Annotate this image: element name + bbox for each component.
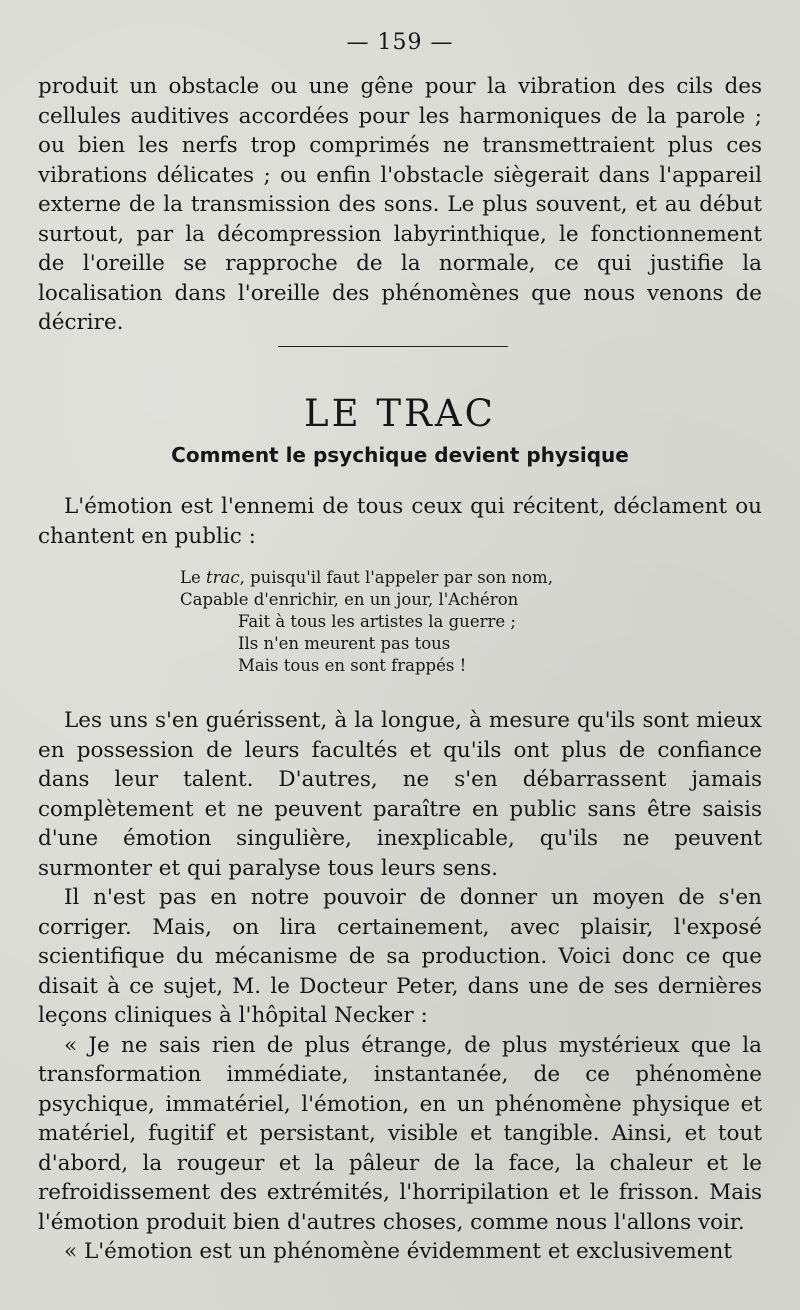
body-paragraph-1: Les uns s'en guérissent, à la longue, à mesure qu'ils sont mieux en possession de leurs facultés et qu'ils ont plus de confiance dans leur talent. D'autres, ne s'en débarrassent jamais complètement et ne peuvent paraître en public sans être saisis d'une émotion singulière, inexplicable, qu'ils ne peuvent surmonter et qui paralyse tous leurs sens. xyxy=(38,708,762,881)
body-paragraph-3: « Je ne sais rien de plus étrange, de plus mystérieux que la transformation immédiate, instantanée, de ce phénomène psychique, immatériel, l'émotion, en un phénomène physique et matériel, fugitif et persistant, visible et tangible. Ainsi, et tout d'abord, la rougeur et la pâleur de la face, la chaleur et le refroidissement des extrémités, l'horripilation et le frisson. Mais l'émotion produit bien d'autres choses, comme nous l'allons voir. xyxy=(38,1032,762,1235)
poem-line-2: Capable d'enrichir, en un jour, l'Achéron xyxy=(180,590,519,609)
poem-line-1-end: , puisqu'il faut l'appeler par son nom, xyxy=(239,568,553,587)
section-divider xyxy=(278,346,508,347)
page-number: — 159 — xyxy=(346,30,454,55)
poem-line-4: Ils n'en meurent pas tous xyxy=(238,634,451,653)
intro-text-block xyxy=(38,492,762,551)
poem-quote xyxy=(180,567,553,677)
body-text-block xyxy=(38,706,762,1267)
poem-line-1-start: Le xyxy=(180,568,206,587)
body-paragraph-2: Il n'est pas en notre pouvoir de donner un moyen de s'en corriger. Mais, on lira certainement, avec plaisir, l'exposé scientifique du mécanisme de sa production. Voici donc ce que disait à ce sujet, M. le Docteur Peter, dans une de ses dernières leçons cliniques à l'hôpital Necker : xyxy=(38,885,762,1028)
intro-paragraph: L'émotion est l'ennemi de tous ceux qui récitent, déclament ou chantent en public : xyxy=(38,494,762,549)
poem-line-1-italic-word: trac xyxy=(205,568,240,587)
top-text-block xyxy=(38,72,762,338)
body-paragraph-4: « L'émotion est un phénomène évidemment et exclusivement xyxy=(64,1239,733,1264)
chapter-title: LE TRAC xyxy=(304,392,496,435)
chapter-subtitle: Comment le psychique devient physique xyxy=(171,443,629,467)
poem-line-1 xyxy=(180,567,553,589)
top-paragraph: produit un obstacle ou une gêne pour la vibration des cils des cellules auditives accordées pour les harmoniques de la parole ; ou bien les nerfs trop comprimés ne transmettraient plus ces vibrations délicates ; ou enfin l'obstacle siègerait dans l'appareil externe de la transmission des sons. Le plus souvent, et au début surtout, par la décompression labyrinthique, le fonctionnement de l'oreille se rapproche de la normale, ce qui justifie la localisation dans l'oreille des phénomènes que nous venons de décrire. xyxy=(38,74,762,335)
poem-line-5: Mais tous en sont frappés ! xyxy=(238,656,467,675)
poem-line-3: Fait à tous les artistes la guerre ; xyxy=(238,612,516,631)
